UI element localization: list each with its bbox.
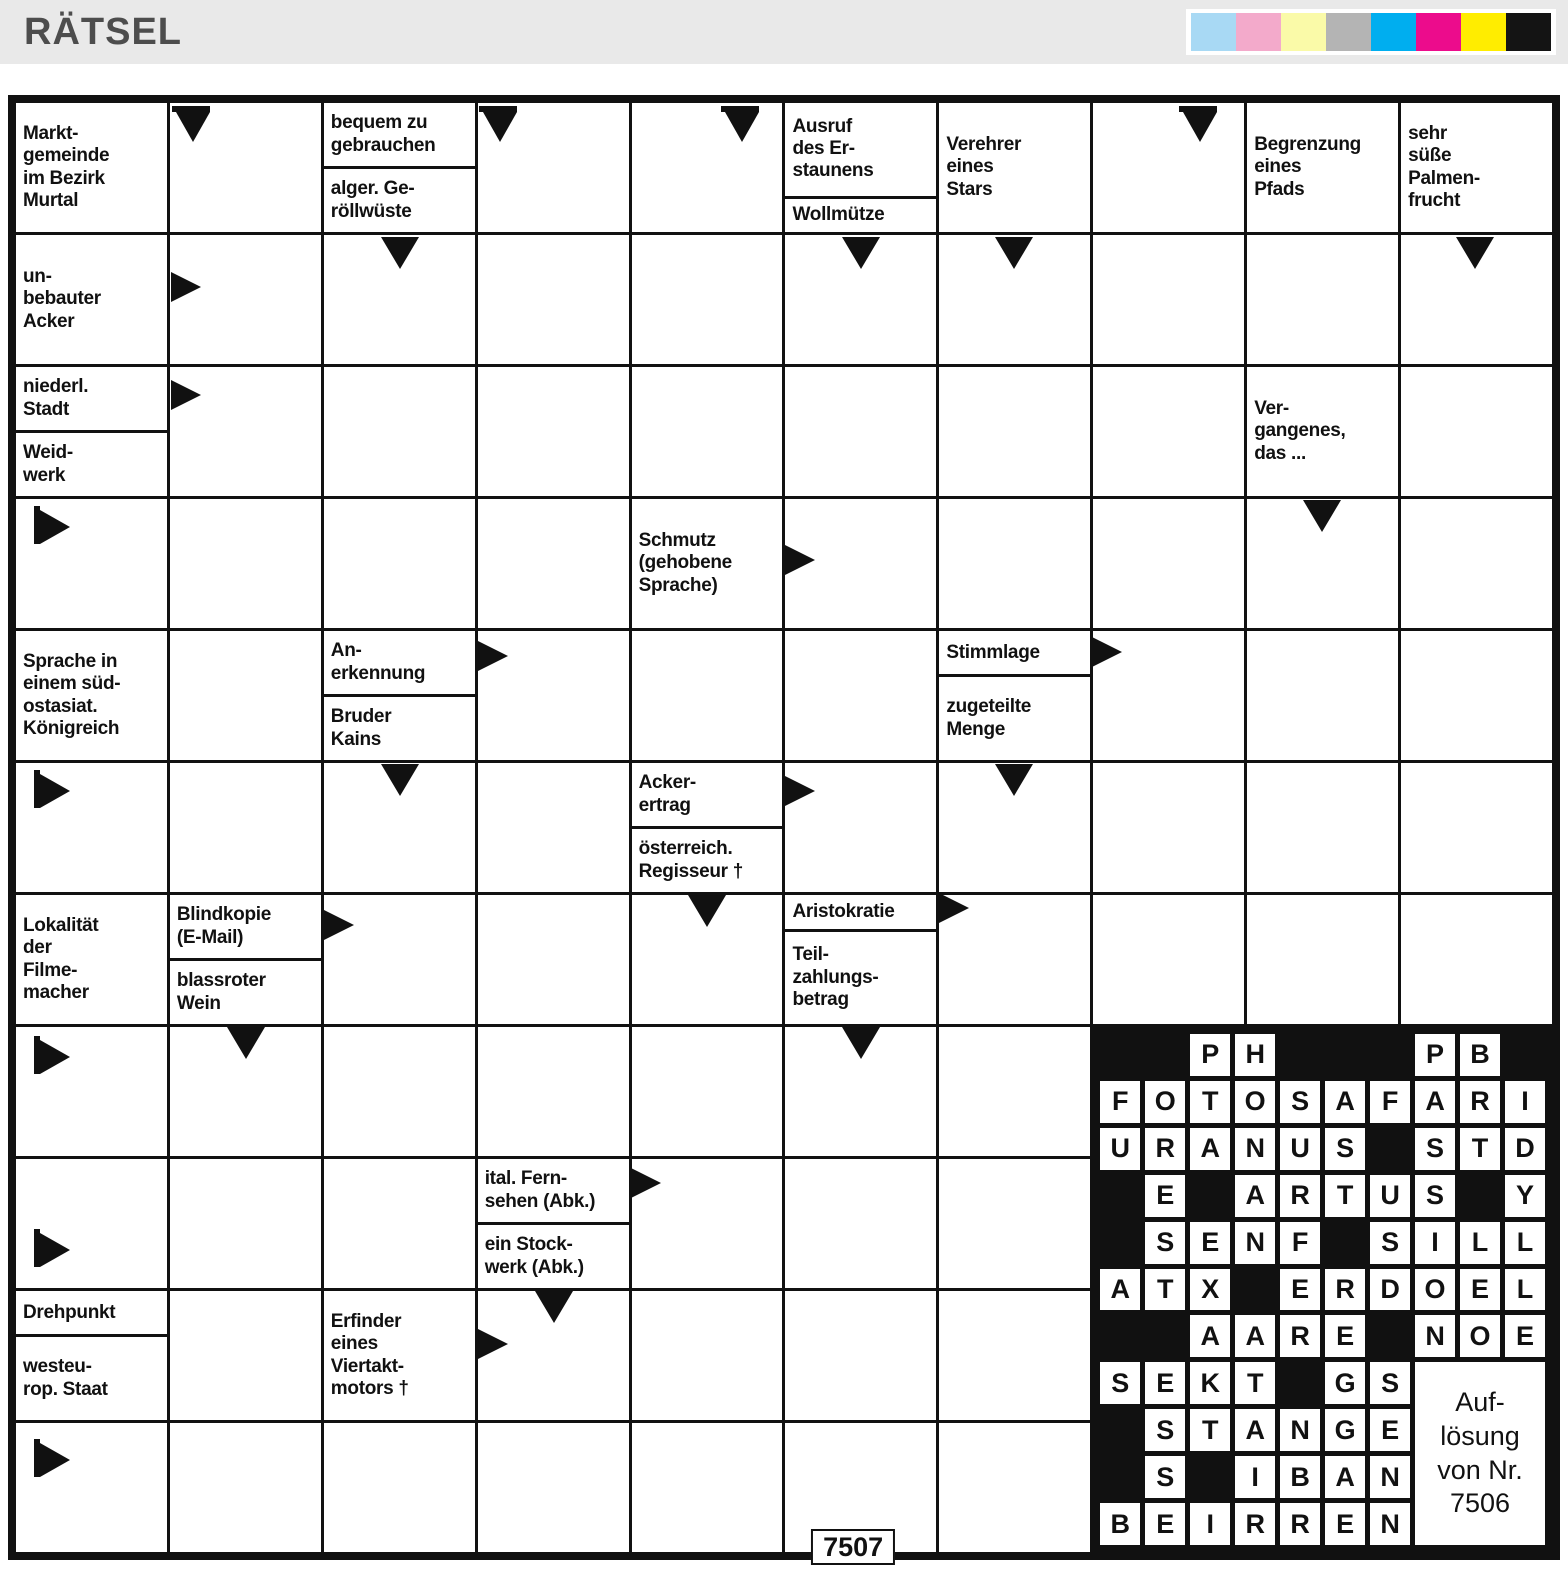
clue-cell <box>16 1291 167 1420</box>
solution-black-cell <box>1460 1175 1500 1217</box>
solution-letter-cell: E <box>1325 1315 1365 1357</box>
arrow-down-icon <box>227 1027 265 1059</box>
solution-letter-cell: S <box>1145 1409 1185 1451</box>
color-bar <box>1506 13 1551 51</box>
answer-cell[interactable] <box>324 1027 475 1156</box>
answer-cell[interactable] <box>939 499 1090 628</box>
answer-cell[interactable] <box>1401 499 1552 628</box>
arrow-down-icon <box>535 1291 573 1323</box>
solution-letter-cell: A <box>1190 1128 1230 1170</box>
solution-letter-cell: N <box>1370 1456 1410 1498</box>
solution-black-cell <box>1100 1222 1140 1264</box>
solution-black-cell <box>1145 1315 1185 1357</box>
color-bar <box>1281 13 1326 51</box>
solution-letter-cell: U <box>1370 1175 1410 1217</box>
solution-letter-cell: E <box>1460 1269 1500 1311</box>
clue-text: un- bebauter Acker <box>23 266 101 332</box>
answer-cell[interactable] <box>1093 367 1244 496</box>
solution-letter-cell: O <box>1235 1081 1275 1123</box>
solution-letter-cell: B <box>1280 1456 1320 1498</box>
solution-letter-cell: N <box>1415 1315 1455 1357</box>
solution-letter-cell: I <box>1235 1456 1275 1498</box>
arrow-right-icon <box>785 545 815 575</box>
solution-black-cell <box>1370 1315 1410 1357</box>
answer-cell[interactable] <box>170 499 321 628</box>
clue-text: Aristokratie <box>792 900 895 922</box>
clue-text: Sprache in einem süd- ostasiat. Königreich <box>23 651 121 739</box>
answer-cell[interactable] <box>324 1159 475 1288</box>
answer-cell[interactable] <box>170 1423 321 1552</box>
clue-text: Acker- ertrag <box>638 772 696 816</box>
answer-cell[interactable] <box>478 895 629 1024</box>
solution-black-cell <box>1100 1315 1140 1357</box>
arrow-right-icon <box>171 272 201 302</box>
clue-text: alger. Ge- röllwüste <box>324 166 475 232</box>
solution-letter-cell: I <box>1415 1222 1455 1264</box>
solution-letter-cell: R <box>1235 1503 1275 1545</box>
color-bar <box>1326 13 1371 51</box>
solution-black-cell <box>1235 1269 1275 1311</box>
answer-cell[interactable] <box>1093 235 1244 364</box>
clue-cell <box>170 895 321 1024</box>
answer-cell[interactable] <box>939 1159 1090 1288</box>
solution-black-cell <box>1190 1175 1230 1217</box>
solution-black-cell <box>1280 1362 1320 1404</box>
solution-letter-cell: N <box>1370 1503 1410 1545</box>
clue-text: Verehrer eines Stars <box>946 134 1022 200</box>
arrow-bend-down-icon <box>721 106 759 148</box>
solution-black-cell <box>1370 1128 1410 1170</box>
clue-text: Stimmlage <box>946 641 1040 663</box>
arrow-down-icon <box>1303 500 1341 532</box>
arrow-right-icon <box>631 1168 661 1198</box>
solution-letter-cell: S <box>1145 1456 1185 1498</box>
clue-text: ein Stock- werk (Abk.) <box>478 1222 629 1288</box>
solution-black-cell <box>1100 1034 1140 1076</box>
clue-text: sehr süße Palmen- frucht <box>1408 123 1480 211</box>
solution-letter-cell: T <box>1235 1362 1275 1404</box>
solution-letter-cell: O <box>1145 1081 1185 1123</box>
solution-letter-cell: B <box>1100 1503 1140 1545</box>
clue-text: An- erkennung <box>330 640 426 684</box>
solution-letter-cell: A <box>1235 1175 1275 1217</box>
solution-letter-cell: O <box>1415 1269 1455 1311</box>
answer-cell[interactable] <box>478 499 629 628</box>
solution-letter-cell: G <box>1325 1362 1365 1404</box>
solution-letter-cell: A <box>1190 1315 1230 1357</box>
solution-black-cell <box>1100 1456 1140 1498</box>
solution-letter-cell: E <box>1280 1269 1320 1311</box>
clue-text: Schmutz (gehobene Sprache) <box>638 530 732 596</box>
solution-letter-cell: S <box>1415 1128 1455 1170</box>
clue-text: Markt- gemeinde im Bezirk Murtal <box>23 123 110 211</box>
solution-letter-cell: I <box>1505 1081 1545 1123</box>
arrow-bend-right-icon <box>34 1229 76 1267</box>
arrow-bend-down-icon <box>479 106 517 148</box>
solution-letter-cell: N <box>1280 1409 1320 1451</box>
answer-cell[interactable] <box>632 103 783 232</box>
clue-text: österreich. Regisseur † <box>632 826 783 892</box>
clue-text: Drehpunkt <box>23 1301 116 1323</box>
clue-text: Weid- werk <box>16 430 167 496</box>
answer-cell[interactable] <box>632 1423 783 1552</box>
clue-text: Wollmütze <box>785 196 936 233</box>
clue-cell <box>1401 103 1552 232</box>
arrow-bend-right-icon <box>34 506 76 544</box>
solution-letter-cell: K <box>1190 1362 1230 1404</box>
answer-cell[interactable] <box>1093 895 1244 1024</box>
solution-black-cell <box>1505 1034 1545 1076</box>
clue-text: Begrenzung eines Pfads <box>1254 134 1361 200</box>
answer-cell[interactable] <box>1093 103 1244 232</box>
solution-letter-cell: R <box>1280 1315 1320 1357</box>
solution-black-cell <box>1145 1034 1185 1076</box>
answer-cell[interactable] <box>785 1159 936 1288</box>
solution-letter-cell: S <box>1415 1175 1455 1217</box>
arrow-right-icon <box>785 776 815 806</box>
solution-letter-cell: S <box>1100 1362 1140 1404</box>
answer-cell[interactable] <box>324 1423 475 1552</box>
clue-text: zugeteilte Menge <box>939 674 1090 760</box>
arrow-down-icon <box>1456 237 1494 269</box>
answer-cell[interactable] <box>1401 763 1552 892</box>
clue-text: bequem zu gebrauchen <box>330 112 436 156</box>
crossword-grid <box>8 95 1560 1560</box>
answer-cell[interactable] <box>478 1027 629 1156</box>
solution-black-cell <box>1370 1034 1410 1076</box>
arrow-down-icon <box>842 1027 880 1059</box>
color-bar <box>1461 13 1506 51</box>
answer-cell[interactable] <box>478 367 629 496</box>
solution-letter-cell: S <box>1370 1222 1410 1264</box>
solution-letter-cell: P <box>1190 1034 1230 1076</box>
solution-letter-cell: L <box>1505 1222 1545 1264</box>
answer-cell[interactable] <box>170 1291 321 1420</box>
answer-cell[interactable] <box>939 1291 1090 1420</box>
solution-letter-cell: R <box>1325 1269 1365 1311</box>
solution-letter-cell: A <box>1325 1081 1365 1123</box>
solution-letter-cell: S <box>1325 1128 1365 1170</box>
answer-cell[interactable] <box>324 499 475 628</box>
clue-cell <box>1247 103 1398 232</box>
arrow-bend-right-icon <box>34 1036 76 1074</box>
solution-letter-cell: N <box>1235 1128 1275 1170</box>
solution-letter-cell: E <box>1145 1503 1185 1545</box>
solution-letter-cell: T <box>1145 1269 1185 1311</box>
solution-letter-cell: I <box>1190 1503 1230 1545</box>
clue-cell <box>632 499 783 628</box>
answer-cell[interactable] <box>632 631 783 760</box>
answer-cell[interactable] <box>478 235 629 364</box>
color-bar <box>1191 13 1236 51</box>
arrow-right-icon <box>478 1329 508 1359</box>
answer-cell[interactable] <box>324 367 475 496</box>
clue-cell <box>16 631 167 760</box>
solution-letter-cell: T <box>1460 1128 1500 1170</box>
solution-letter-cell: E <box>1145 1175 1185 1217</box>
clue-text: Erfinder eines Viertakt- motors † <box>330 1311 409 1399</box>
solution-letter-cell: P <box>1415 1034 1455 1076</box>
arrow-down-icon <box>381 237 419 269</box>
clue-cell <box>785 895 936 1024</box>
clue-text: westeu- rop. Staat <box>16 1334 167 1420</box>
arrow-right-icon <box>478 641 508 671</box>
answer-cell[interactable] <box>1247 631 1398 760</box>
clue-cell <box>16 103 167 232</box>
solution-letter-cell: E <box>1190 1222 1230 1264</box>
color-bar <box>1416 13 1461 51</box>
solution-black-cell <box>1280 1034 1320 1076</box>
arrow-bend-down-icon <box>172 106 210 148</box>
clue-text: niederl. Stadt <box>23 376 89 420</box>
answer-cell[interactable] <box>170 631 321 760</box>
answer-cell[interactable] <box>478 1423 629 1552</box>
arrow-down-icon <box>688 895 726 927</box>
arrow-down-icon <box>995 237 1033 269</box>
clue-text: Lokalität der Filme- macher <box>23 915 99 1003</box>
solution-letter-cell: A <box>1325 1456 1365 1498</box>
solution-letter-cell: R <box>1460 1081 1500 1123</box>
clue-cell <box>632 763 783 892</box>
solution-letter-cell: F <box>1370 1081 1410 1123</box>
answer-cell[interactable] <box>785 367 936 496</box>
arrow-down-icon <box>381 764 419 796</box>
solution-black-cell <box>1325 1222 1365 1264</box>
solution-black-cell <box>1325 1034 1365 1076</box>
solution-letter-cell: E <box>1325 1503 1365 1545</box>
clue-cell <box>939 631 1090 760</box>
solution-letter-cell: E <box>1370 1409 1410 1451</box>
clue-cell <box>324 1291 475 1420</box>
answer-cell[interactable] <box>1093 499 1244 628</box>
solution-letter-cell: Y <box>1505 1175 1545 1217</box>
clue-text: ital. Fern- sehen (Abk.) <box>484 1168 596 1212</box>
clue-text: Bruder Kains <box>324 694 475 760</box>
solution-letter-cell: T <box>1190 1081 1230 1123</box>
solution-letter-cell: F <box>1280 1222 1320 1264</box>
solution-letter-cell: A <box>1100 1269 1140 1311</box>
clue-cell <box>939 103 1090 232</box>
clue-cell <box>16 367 167 496</box>
answer-cell[interactable] <box>170 763 321 892</box>
solution-letter-cell: D <box>1505 1128 1545 1170</box>
clue-text: Ver- gangenes, das ... <box>1254 398 1346 464</box>
solution-letter-cell: L <box>1505 1269 1545 1311</box>
clue-text: Ausruf des Er- staunens <box>792 115 874 182</box>
arrow-down-icon <box>995 764 1033 796</box>
clue-cell <box>16 895 167 1024</box>
answer-cell[interactable] <box>1247 763 1398 892</box>
solution-letter-cell: R <box>1280 1503 1320 1545</box>
solution-letter-cell: U <box>1280 1128 1320 1170</box>
solution-letter-cell: S <box>1280 1081 1320 1123</box>
solution-black-cell <box>1190 1456 1230 1498</box>
solution-letter-cell: F <box>1100 1081 1140 1123</box>
solution-letter-cell: T <box>1190 1409 1230 1451</box>
solution-letter-cell: D <box>1370 1269 1410 1311</box>
answer-cell[interactable] <box>170 1159 321 1288</box>
clue-cell <box>16 235 167 364</box>
arrow-bend-right-icon <box>34 1439 76 1477</box>
clue-text: blassroter Wein <box>170 958 321 1024</box>
solution-letter-cell: A <box>1415 1081 1455 1123</box>
solution-letter-cell: G <box>1325 1409 1365 1451</box>
solution-block <box>1093 1027 1552 1552</box>
arrow-right-icon <box>324 910 354 940</box>
arrow-bend-down-icon <box>1179 106 1217 148</box>
clue-cell <box>324 631 475 760</box>
solution-letter-cell: U <box>1100 1128 1140 1170</box>
solution-black-cell <box>1100 1409 1140 1451</box>
puzzle-number: 7507 <box>811 1529 895 1565</box>
puzzle-area <box>8 95 1560 1560</box>
answer-cell[interactable] <box>1247 235 1398 364</box>
arrow-right-icon <box>171 380 201 410</box>
answer-cell[interactable] <box>1401 367 1552 496</box>
clue-text: Blindkopie (E-Mail) <box>176 904 272 948</box>
solution-black-cell <box>1100 1175 1140 1217</box>
answer-cell[interactable] <box>632 235 783 364</box>
solution-letter-cell: R <box>1145 1128 1185 1170</box>
solution-letter-cell: T <box>1325 1175 1365 1217</box>
color-bar <box>1371 13 1416 51</box>
answer-cell[interactable] <box>632 367 783 496</box>
clue-text: Teil- zahlungs- betrag <box>785 929 936 1025</box>
solution-letter-cell: N <box>1235 1222 1275 1264</box>
clue-cell <box>785 103 936 232</box>
solution-caption: Auf- lösung von Nr. 7506 <box>1415 1362 1545 1545</box>
solution-letter-cell: S <box>1145 1222 1185 1264</box>
answer-cell[interactable] <box>1093 763 1244 892</box>
page-header <box>0 0 1568 64</box>
solution-letter-cell: R <box>1280 1175 1320 1217</box>
answer-cell[interactable] <box>785 631 936 760</box>
answer-cell[interactable] <box>1247 895 1398 1024</box>
solution-letter-cell: L <box>1460 1222 1500 1264</box>
clue-cell <box>324 103 475 232</box>
answer-cell[interactable] <box>632 1027 783 1156</box>
answer-cell[interactable] <box>785 1291 936 1420</box>
arrow-bend-right-icon <box>34 770 76 808</box>
solution-letter-cell: X <box>1190 1269 1230 1311</box>
solution-letter-cell: H <box>1235 1034 1275 1076</box>
print-color-calibration-bars <box>1186 9 1556 55</box>
solution-letter-cell: A <box>1235 1409 1275 1451</box>
answer-cell[interactable] <box>1401 895 1552 1024</box>
solution-letter-cell: A <box>1235 1315 1275 1357</box>
solution-letter-cell: E <box>1505 1315 1545 1357</box>
solution-letter-cell: B <box>1460 1034 1500 1076</box>
solution-letter-cell: E <box>1145 1362 1185 1404</box>
clue-cell <box>1247 367 1398 496</box>
answer-cell[interactable] <box>939 367 1090 496</box>
answer-cell[interactable] <box>939 1027 1090 1156</box>
page-title: RÄTSEL <box>24 10 182 53</box>
arrow-right-icon <box>939 893 969 923</box>
solution-letter-cell: S <box>1370 1362 1410 1404</box>
color-bar <box>1236 13 1281 51</box>
answer-cell[interactable] <box>1401 631 1552 760</box>
arrow-right-icon <box>1092 637 1122 667</box>
answer-cell[interactable] <box>939 1423 1090 1552</box>
solution-letter-cell: O <box>1460 1315 1500 1357</box>
answer-cell[interactable] <box>632 1291 783 1420</box>
answer-cell[interactable] <box>478 763 629 892</box>
arrow-down-icon <box>842 237 880 269</box>
clue-cell <box>478 1159 629 1288</box>
answer-cell[interactable] <box>16 1159 167 1288</box>
